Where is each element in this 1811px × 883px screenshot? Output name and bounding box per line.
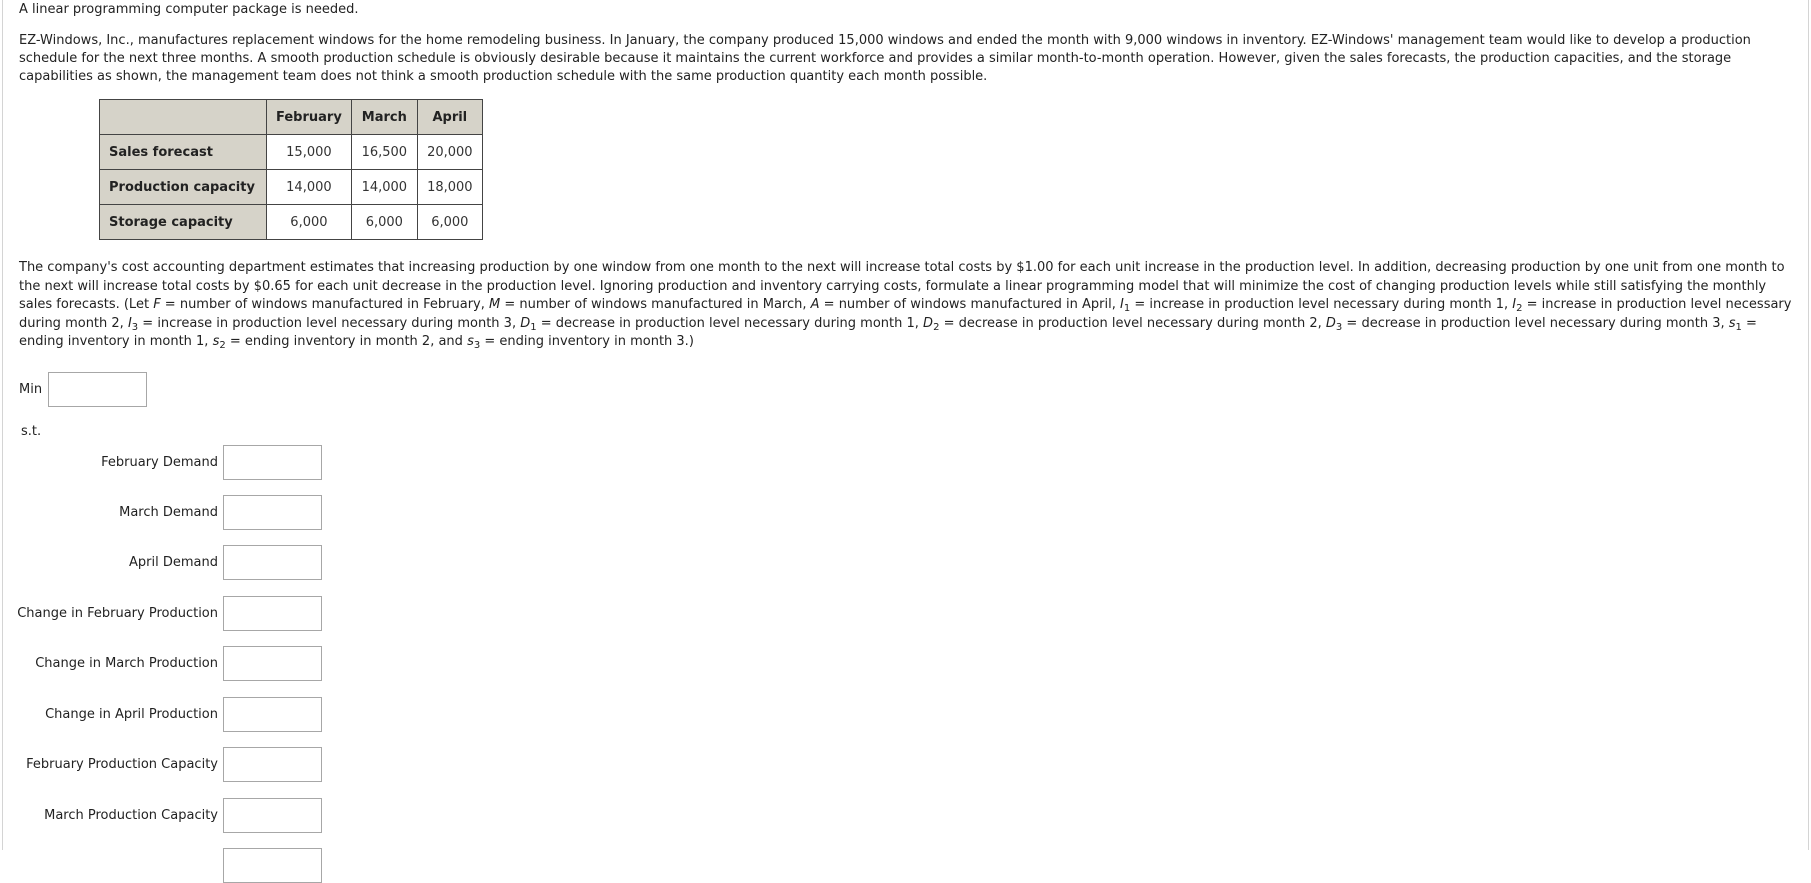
constraint-row xyxy=(3,848,322,883)
table-cell: 6,000 xyxy=(351,205,417,240)
table-row xyxy=(100,205,483,240)
constraint-input[interactable] xyxy=(223,798,322,833)
constraint-row xyxy=(3,646,322,681)
constraint-row xyxy=(3,495,322,530)
constraint-label: Change in March Production xyxy=(35,656,218,671)
column-header: February xyxy=(267,100,352,135)
table-cell: 16,500 xyxy=(351,135,417,170)
constraint-row xyxy=(3,747,322,782)
column-header: March xyxy=(351,100,417,135)
constraint-row xyxy=(3,798,322,833)
constraint-label: February Demand xyxy=(101,455,218,470)
constraint-label: April Demand xyxy=(129,555,218,570)
constraint-label: March Production Capacity xyxy=(44,808,218,823)
constraint-row xyxy=(3,445,322,480)
table-row xyxy=(100,170,483,205)
table-header-row xyxy=(100,100,483,135)
constraint-label: February Production Capacity xyxy=(26,757,218,772)
constraint-input[interactable] xyxy=(223,697,322,732)
row-header: Sales forecast xyxy=(100,135,267,170)
table-row xyxy=(100,135,483,170)
constraint-input[interactable] xyxy=(223,596,322,631)
constraint-row xyxy=(3,545,322,580)
constraint-input[interactable] xyxy=(223,848,322,883)
constraint-row xyxy=(3,697,322,732)
constraint-input[interactable] xyxy=(223,747,322,782)
constraint-label: Change in February Production xyxy=(17,606,218,621)
constraint-label: Change in April Production xyxy=(45,707,218,722)
problem-description: EZ-Windows, Inc., manufactures replacement windows for the home remodeling business. In January, the company produced 15,000 windows and ended the month with 9,000 windows in inventory. EZ-Windows' management team would like to develop a production schedule for the next three months. A smooth production schedule is obviously desirable because it maintains the current workforce and provides a similar month-to-month operation. However, given the sales forecasts, the production capacities, and the storage capabilities as shown, the management team does not think a smooth production schedule with the same production quantity each month possible. xyxy=(19,33,1751,84)
row-header: Production capacity xyxy=(100,170,267,205)
objective-input[interactable] xyxy=(48,372,147,407)
constraint-label: March Demand xyxy=(119,505,218,520)
column-header: April xyxy=(417,100,482,135)
table-cell: 6,000 xyxy=(267,205,352,240)
constraint-row xyxy=(3,596,322,631)
constraint-input[interactable] xyxy=(223,445,322,480)
row-header: Storage capacity xyxy=(100,205,267,240)
constraint-input[interactable] xyxy=(223,495,322,530)
forecast-table xyxy=(99,99,483,240)
table-cell: 14,000 xyxy=(267,170,352,205)
subject-to-label: s.t. xyxy=(21,424,42,439)
objective-row xyxy=(19,372,147,407)
constraint-input[interactable] xyxy=(223,646,322,681)
table-cell: 18,000 xyxy=(417,170,482,205)
table-cell: 14,000 xyxy=(351,170,417,205)
question-page xyxy=(2,0,1809,850)
table-cell: 6,000 xyxy=(417,205,482,240)
constraint-input[interactable] xyxy=(223,545,322,580)
model-instructions: The company's cost accounting department estimates that increasing production by one window from one month to the next will increase total costs by $1.00 for each unit increase in the production level. In addition, decreasing production by one unit from one month to the next will increase total costs by $0.65 for each unit decrease in the production level. Ignoring production and inventory carrying costs, formulate a linear programming model that will minimize the cost of changing production levels while still satisfying the monthly sales forecasts. (Let F = number of windows manufactured in February, M = number of windows manufactured in March, A = number of windows manufactured in April, $I_1$ = increase in production level necessary during month 1, $I_2$ = increase in production level necessary during month 2, $I_3$ = increase in production level necessary during month 3, $D_1$ = decrease in production level necessary during month 1, $D_2$ = decrease in production level necessary during month 2, $D_3$ = decrease in production level necessary during month 3, $s_1$ = ending inventory in month 1, $s_2$ = ending inventory in month 2, and $s_3$ = ending inventory in month 3.) xyxy=(19,260,1792,351)
objective-label: Min xyxy=(19,382,43,397)
table-corner xyxy=(100,100,267,135)
intro-text: A linear programming computer package is needed. xyxy=(19,2,359,17)
table-cell: 15,000 xyxy=(267,135,352,170)
table-cell: 20,000 xyxy=(417,135,482,170)
